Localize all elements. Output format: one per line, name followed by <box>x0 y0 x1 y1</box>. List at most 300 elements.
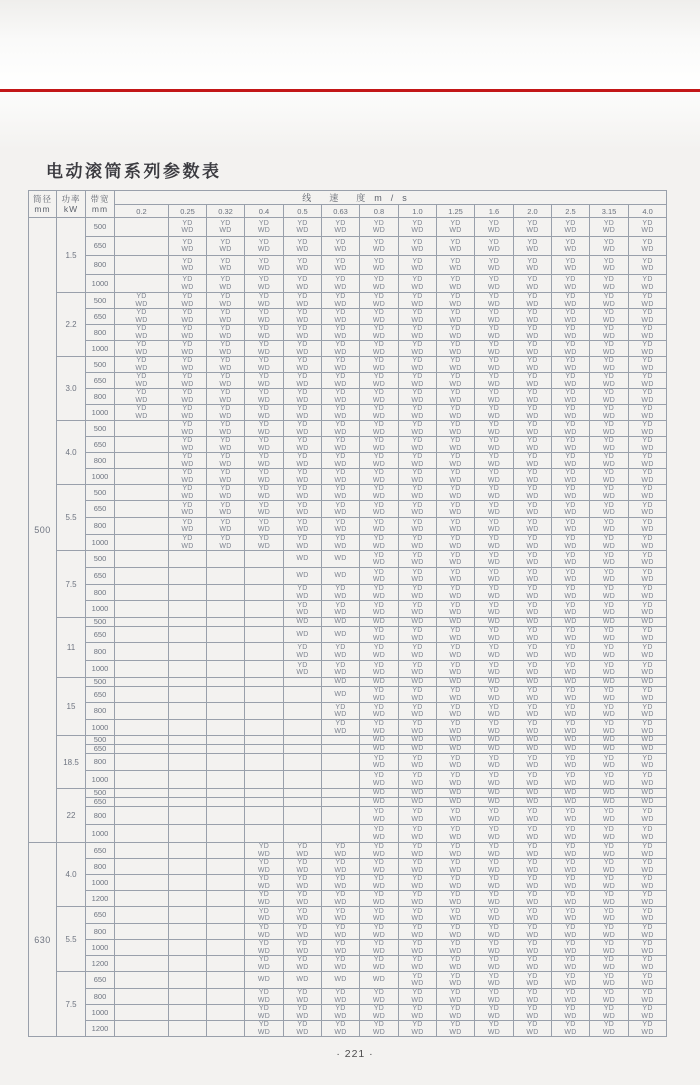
speed-cell: YD WD <box>399 643 437 661</box>
speed-cell: YD WD <box>360 469 399 485</box>
speed-cell: YD WD <box>399 940 437 956</box>
speed-cell: YD WD <box>590 309 629 325</box>
belt-width-cell: 500 <box>86 678 115 687</box>
speed-cell: YD WD <box>475 924 514 940</box>
speed-cell: YD WD <box>514 256 552 275</box>
speed-cell <box>322 798 360 807</box>
speed-cell: WD <box>475 618 514 627</box>
speed-cell: YD WD <box>169 535 207 551</box>
speed-cell: WD <box>590 798 629 807</box>
speed-cell <box>207 551 245 568</box>
speed-cell: YD WD <box>590 535 629 551</box>
belt-width-cell: 800 <box>86 807 115 825</box>
table-row <box>29 972 667 989</box>
speed-cell: YD WD <box>590 956 629 972</box>
belt-width-cell: 500 <box>86 736 115 745</box>
speed-cell: YD WD <box>322 325 360 341</box>
speed-cell: YD WD <box>437 661 475 678</box>
speed-cell: YD WD <box>629 373 667 389</box>
speed-cell: YD WD <box>590 720 629 736</box>
speed-cell: WD <box>360 798 399 807</box>
speed-cell: YD WD <box>629 972 667 989</box>
speed-cell <box>284 798 322 807</box>
speed-cell: WD <box>360 678 399 687</box>
speed-cell: YD WD <box>169 485 207 501</box>
speed-cell <box>207 859 245 875</box>
speed-cell: YD WD <box>284 585 322 601</box>
speed-cell: YD WD <box>475 875 514 891</box>
speed-cell: YD WD <box>207 389 245 405</box>
speed-cell: YD WD <box>399 421 437 437</box>
speed-cell <box>115 421 169 437</box>
power-cell: 15 <box>57 678 86 736</box>
table-row <box>29 859 667 875</box>
belt-width-cell: 650 <box>86 627 115 643</box>
speed-cell: YD WD <box>629 469 667 485</box>
belt-width-cell: 650 <box>86 237 115 256</box>
speed-cell: YD WD <box>360 485 399 501</box>
table-row <box>29 485 667 501</box>
speed-cell: YD WD <box>399 568 437 585</box>
speed-col-header: 0.32 <box>207 205 245 218</box>
speed-cell <box>169 736 207 745</box>
page-number: · 221 · <box>336 1048 374 1060</box>
speed-cell: YD WD <box>475 1021 514 1037</box>
speed-cell <box>284 754 322 771</box>
speed-cell <box>115 907 169 924</box>
speed-cell: YD WD <box>552 989 590 1005</box>
speed-cell: YD WD <box>322 859 360 875</box>
table-row <box>29 551 667 568</box>
speed-cell: YD WD <box>360 309 399 325</box>
speed-cell: YD WD <box>284 859 322 875</box>
speed-cell: YD WD <box>399 843 437 859</box>
speed-cell: WD <box>629 789 667 798</box>
speed-cell: YD WD <box>629 256 667 275</box>
speed-cell: YD WD <box>437 771 475 789</box>
speed-cell: YD WD <box>437 518 475 535</box>
speed-cell: YD WD <box>629 843 667 859</box>
speed-cell <box>169 891 207 907</box>
speed-cell: YD WD <box>629 309 667 325</box>
speed-cell <box>284 678 322 687</box>
speed-cell: YD WD <box>629 325 667 341</box>
page-title: 电动滚筒系列参数表 <box>46 162 222 181</box>
speed-cell: YD WD <box>590 256 629 275</box>
speed-cell <box>207 678 245 687</box>
speed-cell: YD WD <box>399 972 437 989</box>
speed-cell: YD WD <box>169 501 207 518</box>
speed-cell: WD <box>360 972 399 989</box>
speed-cell: YD WD <box>514 421 552 437</box>
speed-cell: YD WD <box>629 643 667 661</box>
speed-cell <box>115 618 169 627</box>
speed-cell: YD WD <box>629 825 667 843</box>
speed-cell: WD <box>475 798 514 807</box>
power-cell: 4.0 <box>57 421 86 485</box>
speed-cell: YD WD <box>284 293 322 309</box>
speed-cell <box>169 924 207 940</box>
power-cell: 5.5 <box>57 485 86 551</box>
speed-cell: YD WD <box>207 453 245 469</box>
speed-cell: YD WD <box>514 643 552 661</box>
speed-cell: YD WD <box>360 218 399 237</box>
speed-cell <box>245 661 284 678</box>
speed-cell <box>115 703 169 720</box>
speed-cell <box>207 771 245 789</box>
speed-cell: WD <box>552 798 590 807</box>
table-row <box>29 293 667 309</box>
speed-cell: YD WD <box>399 453 437 469</box>
speed-cell: YD WD <box>552 421 590 437</box>
speed-cell: YD WD <box>514 469 552 485</box>
table-row <box>29 720 667 736</box>
belt-width-cell: 500 <box>86 357 115 373</box>
speed-cell: YD WD <box>437 341 475 357</box>
speed-cell: YD WD <box>437 389 475 405</box>
speed-cell: YD WD <box>360 293 399 309</box>
speed-cell: WD <box>590 618 629 627</box>
belt-width-cell: 650 <box>86 972 115 989</box>
speed-cell <box>169 601 207 618</box>
speed-cell: YD WD <box>284 1021 322 1037</box>
speed-cell: YD WD <box>437 1005 475 1021</box>
belt-width-cell: 1000 <box>86 601 115 618</box>
speed-cell <box>207 907 245 924</box>
speed-cell: YD WD <box>399 703 437 720</box>
speed-cell <box>245 601 284 618</box>
speed-cell: YD WD <box>245 469 284 485</box>
belt-width-cell: 800 <box>86 643 115 661</box>
belt-width-cell: 1000 <box>86 875 115 891</box>
speed-cell: YD WD <box>284 237 322 256</box>
speed-cell: YD WD <box>552 237 590 256</box>
speed-cell: YD WD <box>629 453 667 469</box>
below-band <box>0 92 700 150</box>
speed-cell: YD WD <box>552 754 590 771</box>
speed-cell <box>207 825 245 843</box>
speed-cell: YD WD <box>475 469 514 485</box>
speed-cell: YD WD <box>284 989 322 1005</box>
speed-cell: WD <box>475 789 514 798</box>
belt-width-cell: 1000 <box>86 1005 115 1021</box>
speed-cell: YD WD <box>322 293 360 309</box>
belt-width-cell: 1000 <box>86 771 115 789</box>
speed-cell: YD WD <box>322 891 360 907</box>
speed-cell: YD WD <box>322 341 360 357</box>
speed-cell: YD WD <box>629 535 667 551</box>
speed-cell: YD WD <box>437 825 475 843</box>
speed-cell: YD WD <box>399 956 437 972</box>
speed-cell: YD WD <box>207 421 245 437</box>
speed-cell: YD WD <box>514 720 552 736</box>
speed-cell: YD WD <box>475 389 514 405</box>
speed-cell: YD WD <box>360 535 399 551</box>
speed-cell: YD WD <box>207 309 245 325</box>
speed-cell <box>245 643 284 661</box>
speed-cell <box>169 551 207 568</box>
speed-cell <box>169 940 207 956</box>
speed-cell: YD WD <box>207 325 245 341</box>
speed-cell: YD WD <box>322 1021 360 1037</box>
speed-cell <box>115 678 169 687</box>
speed-cell <box>322 807 360 825</box>
speed-cell: YD WD <box>360 568 399 585</box>
speed-col-header: 0.5 <box>284 205 322 218</box>
speed-cell: YD WD <box>245 1005 284 1021</box>
table-row <box>29 798 667 807</box>
table-row <box>29 275 667 293</box>
speed-cell: YD WD <box>322 535 360 551</box>
speed-col-header: 1.6 <box>475 205 514 218</box>
speed-cell: YD WD <box>322 924 360 940</box>
speed-cell: YD WD <box>475 568 514 585</box>
speed-cell: YD WD <box>590 703 629 720</box>
speed-cell <box>169 754 207 771</box>
speed-cell <box>169 798 207 807</box>
speed-cell <box>115 825 169 843</box>
speed-cell: YD WD <box>437 437 475 453</box>
speed-cell <box>207 720 245 736</box>
speed-cell: YD WD <box>437 256 475 275</box>
speed-cell: YD WD <box>629 924 667 940</box>
speed-cell: YD WD <box>629 1005 667 1021</box>
speed-cell: YD WD <box>629 859 667 875</box>
speed-cell: YD WD <box>322 373 360 389</box>
speed-cell: YD WD <box>552 661 590 678</box>
power-cell: 18.5 <box>57 736 86 789</box>
speed-cell <box>245 678 284 687</box>
speed-col-header: 4.0 <box>629 205 667 218</box>
speed-cell: YD WD <box>245 325 284 341</box>
speed-cell: YD WD <box>514 989 552 1005</box>
speed-cell: YD WD <box>245 891 284 907</box>
speed-cell: YD WD <box>245 1021 284 1037</box>
speed-cell: YD WD <box>360 989 399 1005</box>
speed-cell: YD WD <box>437 807 475 825</box>
speed-cell <box>245 754 284 771</box>
speed-cell: YD WD <box>437 501 475 518</box>
speed-cell: YD WD <box>437 309 475 325</box>
belt-width-cell: 650 <box>86 373 115 389</box>
speed-cell: YD WD <box>169 275 207 293</box>
speed-cell: WD <box>284 551 322 568</box>
speed-cell: WD <box>437 618 475 627</box>
speed-cell <box>207 940 245 956</box>
speed-cell: YD WD <box>207 485 245 501</box>
parameter-table <box>28 190 667 1037</box>
speed-cell: YD WD <box>437 643 475 661</box>
speed-cell: YD WD <box>284 275 322 293</box>
speed-cell <box>207 754 245 771</box>
speed-cell: WD <box>322 618 360 627</box>
table-row <box>29 618 667 627</box>
speed-cell: YD WD <box>629 1021 667 1037</box>
belt-width-cell: 800 <box>86 989 115 1005</box>
speed-cell: YD WD <box>629 389 667 405</box>
speed-cell: YD WD <box>207 237 245 256</box>
speed-col-header: 0.2 <box>115 205 169 218</box>
speed-cell: YD WD <box>590 601 629 618</box>
speed-cell: YD WD <box>399 661 437 678</box>
speed-cell: YD WD <box>552 875 590 891</box>
speed-cell <box>245 627 284 643</box>
speed-cell: YD WD <box>437 907 475 924</box>
speed-cell <box>322 771 360 789</box>
speed-cell: YD WD <box>245 535 284 551</box>
speed-cell: YD WD <box>399 469 437 485</box>
speed-cell: YD WD <box>245 373 284 389</box>
speed-cell: YD WD <box>437 421 475 437</box>
table-row <box>29 736 667 745</box>
speed-cell: WD <box>552 745 590 754</box>
speed-cell <box>115 256 169 275</box>
speed-cell: YD WD <box>590 568 629 585</box>
speed-cell: YD WD <box>284 421 322 437</box>
speed-cell: YD WD <box>360 453 399 469</box>
table-row <box>29 825 667 843</box>
speed-cell: YD WD <box>245 518 284 535</box>
speed-cell: WD <box>322 678 360 687</box>
speed-cell <box>169 807 207 825</box>
speed-cell: YD WD <box>399 237 437 256</box>
speed-cell: YD WD <box>590 518 629 535</box>
speed-cell <box>207 643 245 661</box>
col-header-width-cjk: 带宽 <box>90 194 110 204</box>
speed-cell <box>245 771 284 789</box>
speed-cell: YD WD <box>115 389 169 405</box>
speed-cell <box>207 1005 245 1021</box>
belt-width-cell: 800 <box>86 389 115 405</box>
table-row <box>29 535 667 551</box>
speed-cell: YD WD <box>437 275 475 293</box>
speed-cell: YD WD <box>629 551 667 568</box>
speed-cell: YD WD <box>284 924 322 940</box>
speed-cell <box>115 687 169 703</box>
belt-width-cell: 800 <box>86 453 115 469</box>
speed-cell <box>115 501 169 518</box>
belt-width-cell: 500 <box>86 551 115 568</box>
speed-cell: YD WD <box>437 687 475 703</box>
speed-cell: WD <box>322 687 360 703</box>
speed-cell <box>207 924 245 940</box>
speed-cell <box>284 825 322 843</box>
speed-cell: YD WD <box>514 924 552 940</box>
speed-cell <box>245 798 284 807</box>
speed-cell: YD WD <box>360 437 399 453</box>
speed-cell: YD WD <box>284 518 322 535</box>
speed-cell: YD WD <box>399 687 437 703</box>
speed-cell: YD WD <box>590 843 629 859</box>
speed-cell: YD WD <box>629 341 667 357</box>
speed-cell: YD WD <box>169 293 207 309</box>
belt-width-cell: 1000 <box>86 940 115 956</box>
speed-cell: YD WD <box>245 875 284 891</box>
speed-cell: YD WD <box>552 1021 590 1037</box>
speed-cell <box>207 601 245 618</box>
speed-cell: YD WD <box>552 643 590 661</box>
speed-col-header: 0.4 <box>245 205 284 218</box>
speed-cell: YD WD <box>475 825 514 843</box>
speed-cell: YD WD <box>360 924 399 940</box>
speed-cell <box>169 1021 207 1037</box>
speed-cell: YD WD <box>629 218 667 237</box>
speed-cell: YD WD <box>360 373 399 389</box>
speed-cell: YD WD <box>552 341 590 357</box>
speed-cell: YD WD <box>552 940 590 956</box>
table-row <box>29 771 667 789</box>
speed-cell: YD WD <box>399 825 437 843</box>
speed-cell: YD WD <box>284 469 322 485</box>
speed-cell: YD WD <box>552 859 590 875</box>
speed-cell <box>115 601 169 618</box>
speed-cell: YD WD <box>514 275 552 293</box>
speed-cell <box>115 661 169 678</box>
speed-cell: YD WD <box>629 627 667 643</box>
speed-cell: YD WD <box>399 875 437 891</box>
speed-cell: YD WD <box>245 405 284 421</box>
belt-width-cell: 1000 <box>86 405 115 421</box>
speed-cell: YD WD <box>399 859 437 875</box>
speed-cell: YD WD <box>514 373 552 389</box>
col-header-power-unit: kW <box>63 204 79 214</box>
speed-cell: YD WD <box>322 237 360 256</box>
speed-cell: YD WD <box>399 325 437 341</box>
speed-cell: YD WD <box>475 972 514 989</box>
speed-cell: YD WD <box>245 924 284 940</box>
speed-cell: YD WD <box>475 643 514 661</box>
speed-cell: YD WD <box>437 485 475 501</box>
speed-cell: YD WD <box>590 807 629 825</box>
speed-cell: YD WD <box>629 989 667 1005</box>
speed-cell: YD WD <box>475 293 514 309</box>
speed-cell: YD WD <box>475 956 514 972</box>
speed-cell: WD <box>590 745 629 754</box>
speed-cell: YD WD <box>590 972 629 989</box>
speed-cell: YD WD <box>590 501 629 518</box>
speed-cell: YD WD <box>284 535 322 551</box>
speed-cell <box>322 745 360 754</box>
speed-cell: YD WD <box>245 956 284 972</box>
speed-cell: YD WD <box>437 989 475 1005</box>
speed-cell: YD WD <box>360 237 399 256</box>
speed-cell <box>284 703 322 720</box>
speed-cell: YD WD <box>207 469 245 485</box>
speed-cell: YD WD <box>169 218 207 237</box>
belt-width-cell: 650 <box>86 501 115 518</box>
speed-cell <box>115 754 169 771</box>
speed-cell: YD WD <box>437 568 475 585</box>
speed-cell: YD WD <box>475 989 514 1005</box>
belt-width-cell: 800 <box>86 924 115 940</box>
speed-cell: YD WD <box>629 601 667 618</box>
belt-width-cell: 1000 <box>86 825 115 843</box>
speed-cell: YD WD <box>475 218 514 237</box>
table-row <box>29 568 667 585</box>
speed-cell: YD WD <box>207 535 245 551</box>
speed-cell: WD <box>245 972 284 989</box>
speed-cell <box>169 568 207 585</box>
speed-cell: YD WD <box>514 859 552 875</box>
speed-cell: WD <box>399 789 437 798</box>
speed-cell: YD WD <box>115 341 169 357</box>
table-row <box>29 1005 667 1021</box>
speed-cell: WD <box>514 745 552 754</box>
table-row <box>29 643 667 661</box>
speed-cell: YD WD <box>514 325 552 341</box>
speed-cell <box>284 771 322 789</box>
speed-cell <box>169 745 207 754</box>
